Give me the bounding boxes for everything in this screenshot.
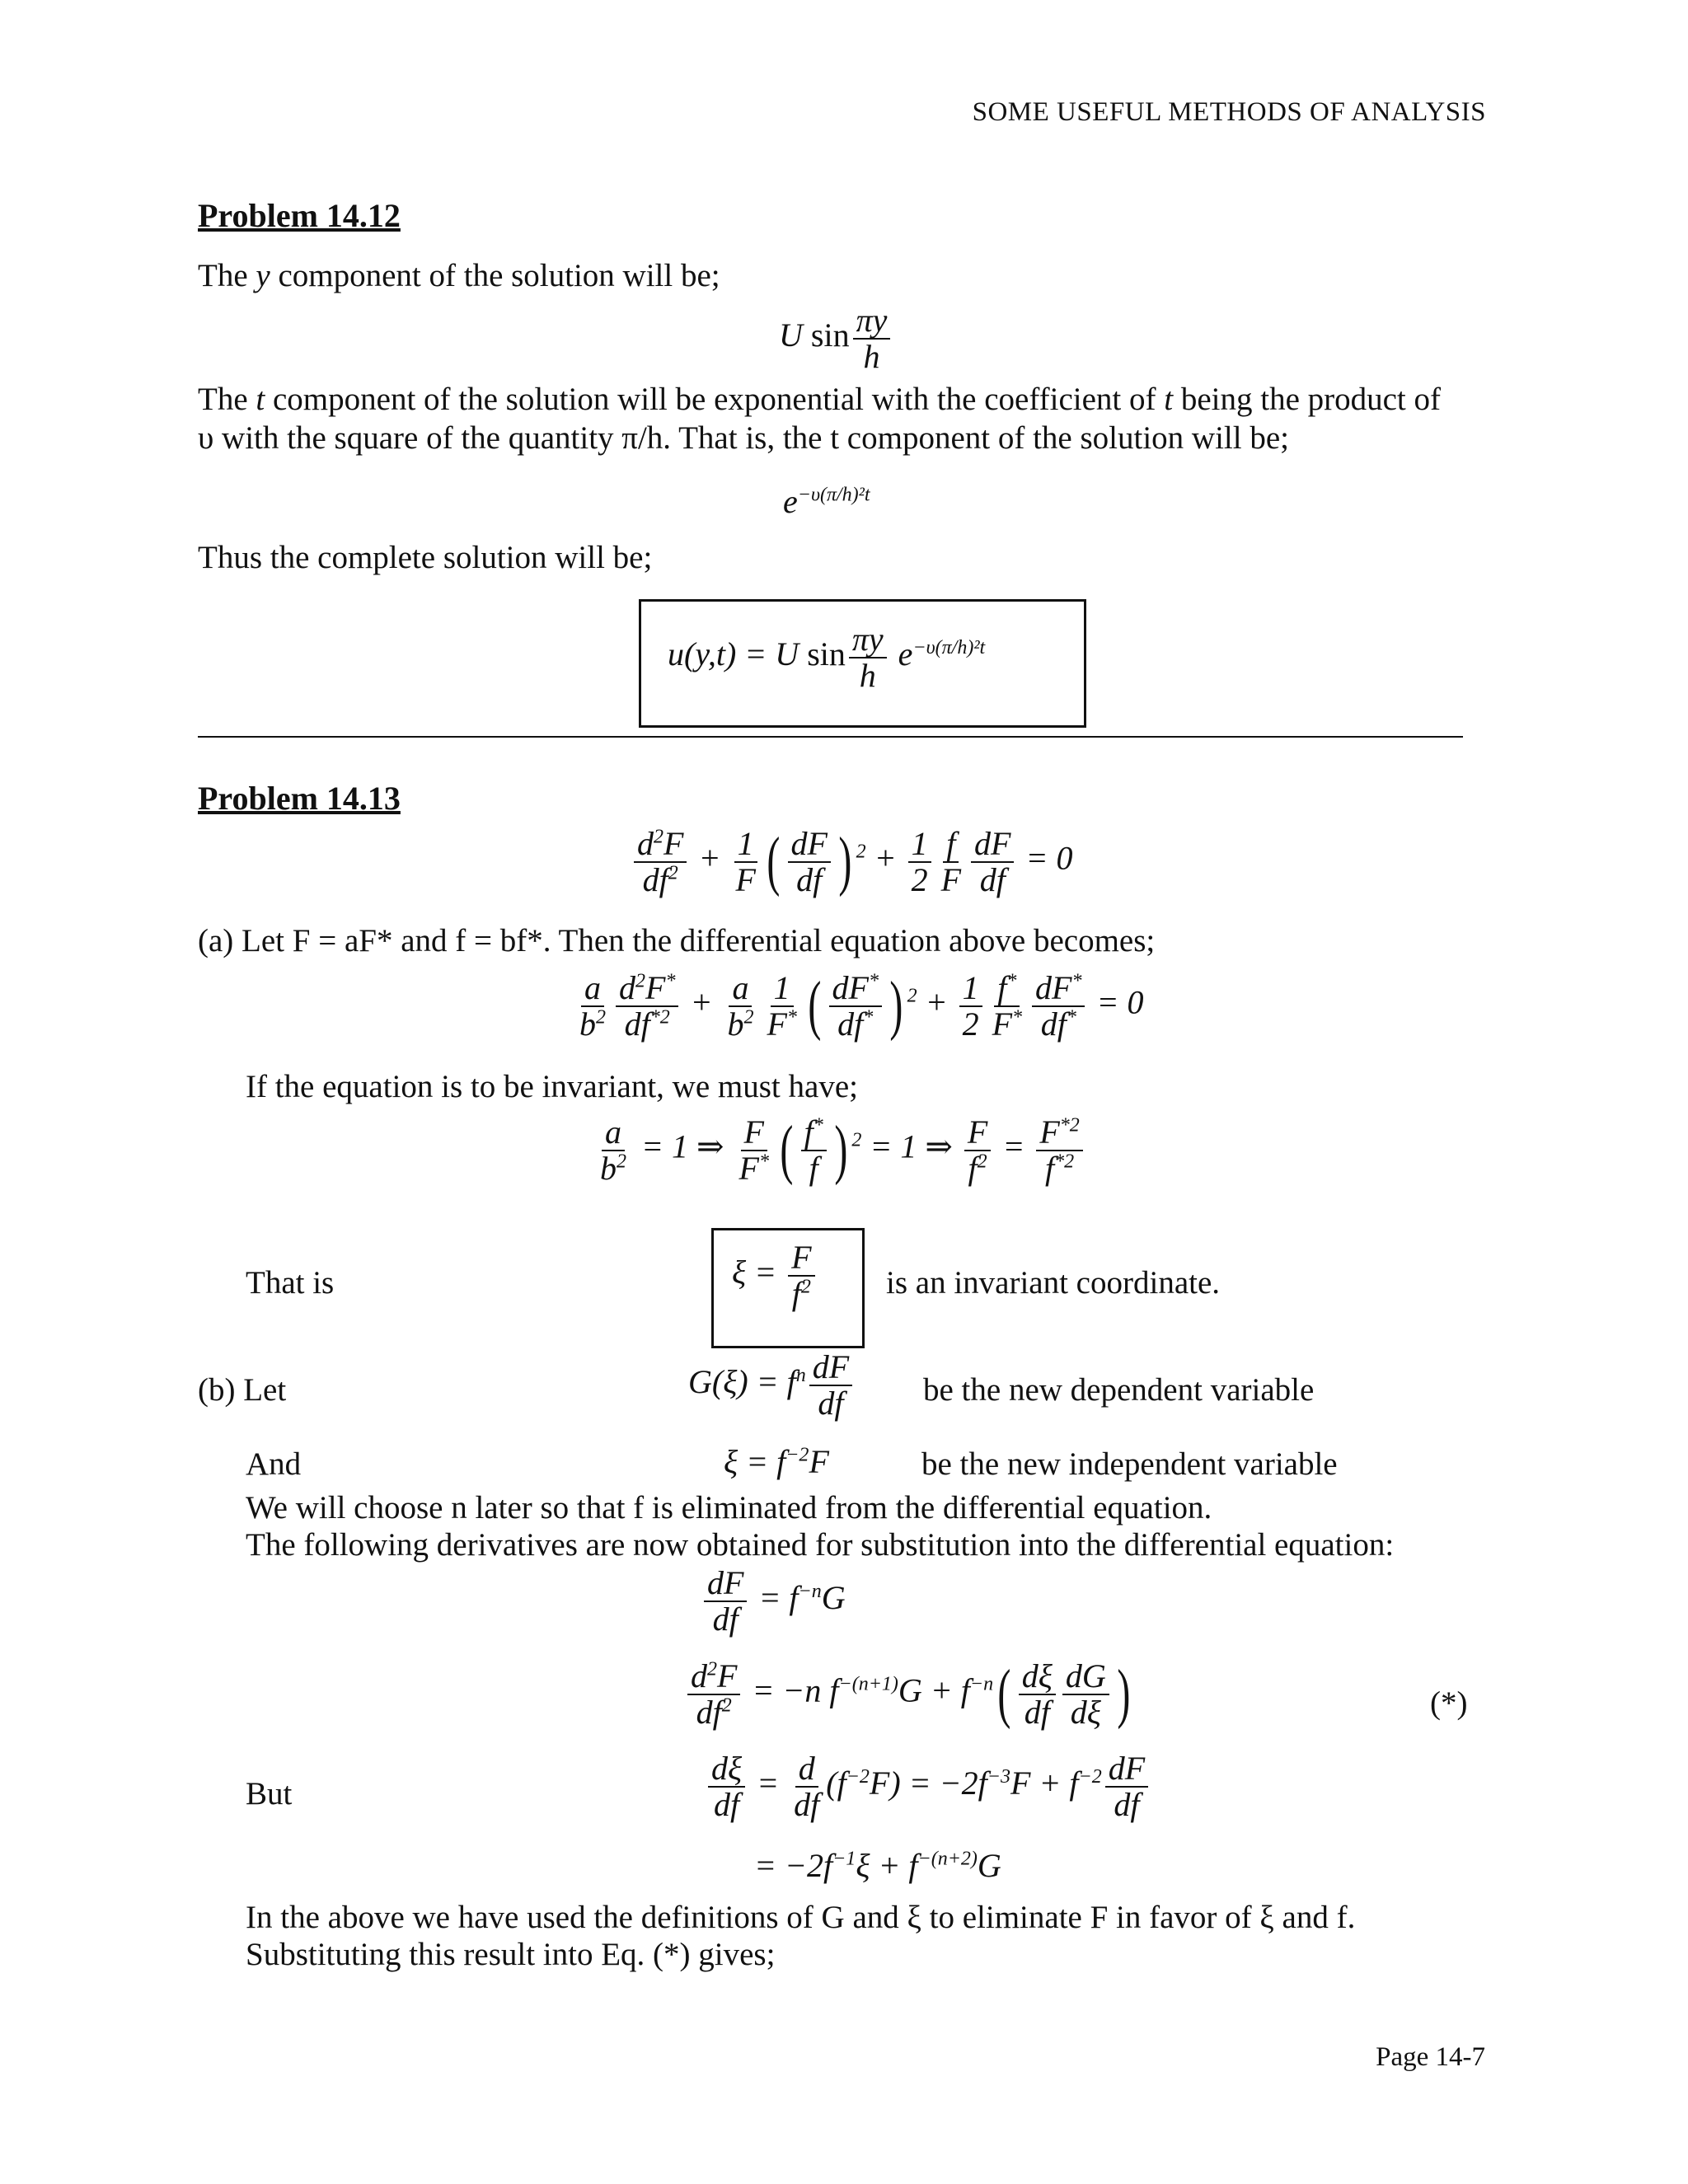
equation-label-star: (*)	[1430, 1685, 1468, 1721]
used-definitions-text: In the above we have used the definitions of G and ξ to eliminate F in favor of ξ and f.	[246, 1900, 1356, 1935]
equation-d2F-df2: $\frac{d^2F}{df^2}$ = −n $f^{-(n+1)}G + f^{-n}$( $\frac{d\xi}{df}$ $\frac{dG}{d\xi}$ )	[684, 1657, 1134, 1732]
but-label: But	[246, 1776, 293, 1811]
p12-line-y-component: The y component of the solution will be;	[198, 258, 720, 293]
equation-xi-in-f: $\xi = f^{-2}F$	[724, 1443, 829, 1480]
dependent-variable-text: be the new dependent variable	[923, 1372, 1315, 1408]
equation-ode: $\frac{d^2F}{df^2}$ + $\frac{1}{F}$ ( $\frac{dF}{df}$ ) $^2$ + $\frac{1}{2}$ $\frac{f}{F}$ $\frac{dF}{df}$ = 0	[631, 824, 1072, 899]
substituting-text: Substituting this result into Eq. (*) gives;	[246, 1937, 776, 1972]
section-divider	[198, 736, 1463, 738]
equation-transformed-ode: $\frac{a}{b^2}$ $\frac{d^2F^*}{df^{*2}}$ + $\frac{a}{b^2}$ $\frac{1}{F^*}$ ( $\frac{dF^*}{df^*}$ ) $^2$ + $\frac{1}{2}$ $\frac{f^*}{F^*}$ $\frac{dF^*}{df^*}$ = 0	[579, 968, 1144, 1043]
p12-line-upsilon: υ with the square of the quantity π/h. That is, the t component of the solution will be;	[198, 420, 1289, 456]
equation-dxi-df: $\frac{d\xi}{df}$ = $\frac{d}{df}$ $(f^{-2}F) = -2f^{-3}F + f^{-2}$ $\frac{dF}{df}$	[705, 1751, 1151, 1822]
p12-line-t-component: The t component of the solution will be exponential with the coefficient of t being the product of	[198, 382, 1442, 417]
choose-n-text: We will choose n later so that f is eliminated from the differential equation.	[246, 1490, 1212, 1526]
problem-14-13-title: Problem 14.13	[198, 780, 401, 817]
and-label: And	[246, 1446, 302, 1482]
page-number: Page 14-7	[1376, 2042, 1485, 2072]
equation-dxi-df-result: = $-2f^{-1}\xi + f^{-(n+2)}G$	[754, 1847, 1001, 1884]
p12-line-complete: Thus the complete solution will be;	[198, 540, 653, 575]
running-header: SOME USEFUL METHODS OF ANALYSIS	[972, 97, 1486, 127]
equation-xi-definition: ξ = $\frac{F}{f^2}$	[732, 1240, 818, 1311]
that-is-label: That is	[246, 1265, 335, 1301]
equation-G-definition: $G(\xi) = f^n$ $\frac{dF}{df}$	[688, 1350, 856, 1421]
problem-14-12-title: Problem 14.12	[198, 197, 401, 234]
independent-variable-text: be the new independent variable	[921, 1446, 1338, 1482]
part-a-text: (a) Let F = aF* and f = bf*. Then the differential equation above becomes;	[198, 923, 1156, 958]
equation-t-component: $e^{-\upsilon(\pi/h)^2t}$	[783, 483, 870, 520]
invariant-text: If the equation is to be invariant, we must have;	[246, 1069, 858, 1104]
equation-invariance-conditions: $\frac{a}{b^2}$ = 1 ⇒ $\frac{F}{F^*}$ ( $\frac{f^*}{f}$ ) $^2$ = 1 ⇒ $\frac{F}{f^2}$ = $\frac{F^{*2}}{f^{*2}}$	[593, 1113, 1086, 1188]
part-b-label: (b) Let	[198, 1372, 287, 1408]
invariant-coordinate-text: is an invariant coordinate.	[886, 1265, 1221, 1301]
equation-dF-df: $\frac{dF}{df}$ = $f^{-n}G$	[701, 1566, 846, 1637]
equation-complete-solution: u(y,t) = U sin $\frac{\pi y}{h}$ $e^{-\upsilon(\pi/h)^2t}$	[668, 621, 986, 694]
derivatives-intro-text: The following derivatives are now obtained for substitution into the differential equation:	[246, 1527, 1395, 1563]
equation-y-component: U sin $\frac{\pi y}{h}$	[779, 303, 893, 374]
